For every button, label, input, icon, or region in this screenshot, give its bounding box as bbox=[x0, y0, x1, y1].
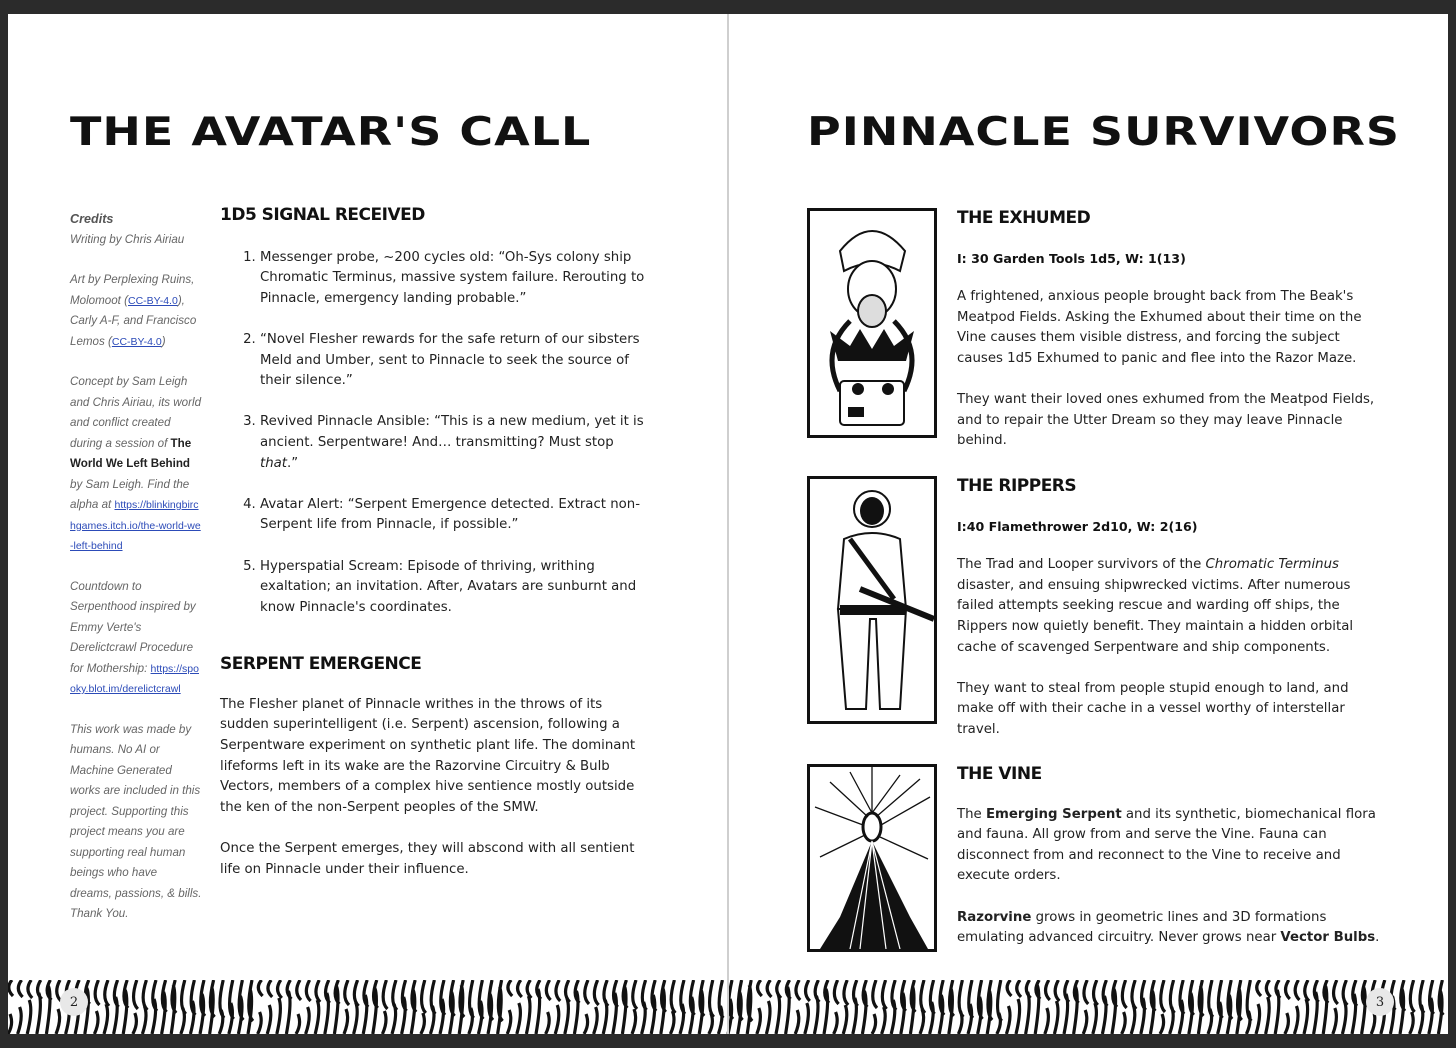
exhumed-text bbox=[957, 208, 1382, 473]
rippers-ship-name: Chromatic Terminus bbox=[1205, 557, 1339, 573]
exhumed-portrait-image bbox=[807, 208, 937, 438]
exhumed-stat-line: I: 30 Garden Tools 1d5, W: 1(13) bbox=[957, 250, 1186, 266]
footer-gutter bbox=[727, 980, 729, 1034]
right-page bbox=[729, 14, 1448, 1034]
credits-sidebar bbox=[70, 209, 202, 945]
signal-item-2: 2. “Novel Flesher rewards for the safe return of our sibsters Meld and Umber, sent to Pinnacle to seek the source of their silence.” bbox=[260, 330, 650, 392]
swirl-pattern-illustration bbox=[8, 980, 1448, 1034]
vine-para-1-text: The bbox=[957, 806, 986, 822]
right-page-title: PINNACLE SURVIVORS bbox=[807, 108, 1400, 155]
signal-item-3-end: .” bbox=[287, 455, 299, 471]
right-page-number: 3 bbox=[1366, 988, 1394, 1016]
signal-item-3 bbox=[260, 412, 650, 474]
emergence-para-2: Once the Serpent emerges, they will abscond with all sentient life on Pinnacle under their influence. bbox=[220, 841, 635, 877]
alpha-link[interactable]: https://blinkingbirchgames.itch.io/the-world-we-left-behind bbox=[70, 499, 201, 552]
emergence-heading: SERPENT EMERGENCE bbox=[220, 654, 422, 675]
vine-para-2-text: grows in geometric lines and 3D formations emulating advanced circuitry. Never grows near bbox=[957, 909, 1327, 946]
vine-heading: THE VINE bbox=[957, 764, 1042, 784]
derelictcrawl-link[interactable]: https://spooky.blot.im/derelictcrawl bbox=[70, 662, 199, 695]
signal-heading: 1D5 SIGNAL RECEIVED bbox=[220, 205, 425, 225]
rippers-para-1-text: The Trad and Looper survivors of the bbox=[957, 557, 1206, 573]
license-link-1[interactable]: CC-BY-4.0 bbox=[128, 294, 178, 307]
exhumed-para-1: A frightened, anxious people brought back from The Beak's Meatpod Fields. Asking the Exhumed about their time on the Vine causes them visible distress, and forcing the subject causes 1d5 Exhumed to panic and flee into the Razor Maze. bbox=[957, 289, 1362, 366]
rippers-para-1-text-2: disaster, and ensuing shipwrecked victims. After numerous failed attempts seeking rescue and warding off ships, the Rippers now quietly benefit. They maintain a hidden orbital cache of scavenged Serpentware and ship components. bbox=[957, 577, 1354, 655]
signal-item-3-text: Revived Pinnacle Ansible: “This is a new medium, yet it is ancient. Serpentware! And… transmitting? Must stop bbox=[260, 414, 644, 450]
left-page bbox=[8, 14, 727, 1034]
signal-item-5: 5. Hyperspatial Scream: Episode of thriving, writhing exaltation; an invitation. After, Avatars are sunburnt and know Pinnacle's coordinates. bbox=[260, 557, 650, 619]
rippers-para-2: They want to steal from people stupid enough to land, and make off with their cache in a vessel worthy of interstellar travel. bbox=[957, 680, 1349, 737]
emergence-para-1: The Flesher planet of Pinnacle writhes in the throws of its sudden superintelligent (i.e. Serpent) ascension, following a Serpentware experiment on synthetic plant life. The dominant lifeforms left in its wake are the Razorvine Circuitry & Bulb Vectors, members of a complex hive sentience mostly outside the ken of the non-Serpent peoples of the SMW. bbox=[220, 696, 636, 815]
credits-countdown-text: Countdown to Serpenthood inspired by Emmy Verte's Derelictcrawl Procedure for Mothership: bbox=[70, 579, 196, 675]
rippers-para-1 bbox=[957, 555, 1382, 658]
gasmask-figure-illustration bbox=[810, 211, 934, 435]
credits-concept bbox=[70, 372, 202, 557]
signal-item-1: 1. Messenger probe, ~200 cycles old: “Oh-Sys colony ship Chromatic Terminus, massive system failure. Rerouting to Pinnacle, emergency landing probable.” bbox=[260, 248, 650, 310]
signal-item-4: 4. Avatar Alert: “Serpent Emergence detected. Extract non-Serpent life from Pinnacle, if possible.” bbox=[260, 495, 650, 536]
signal-list bbox=[220, 248, 650, 619]
rippers-heading: THE RIPPERS bbox=[957, 476, 1077, 496]
vine-portrait-image bbox=[807, 764, 937, 952]
human-made-note: This work was made by humans. No AI or Machine Generated works are included in this project. Supporting this project means you are supporting real human beings who have dreams, passions, & bills. Thank You. bbox=[70, 722, 202, 920]
swirl-strokes bbox=[8, 980, 1443, 1034]
vine-para-2-text-2: . bbox=[1375, 930, 1380, 946]
spacesuit-soldier-illustration bbox=[810, 479, 934, 721]
vine-text bbox=[957, 764, 1382, 969]
book-spread bbox=[8, 14, 1448, 1034]
credits-heading: Credits bbox=[70, 212, 114, 226]
vine-emerging-serpent: Emerging Serpent bbox=[985, 806, 1122, 822]
credits-art-text-2: ), Carly A-F, and Francisco Lemos ( bbox=[70, 293, 197, 348]
credits-art-text: Art by Perplexing Ruins, Molomoot ( bbox=[70, 273, 195, 307]
license-link-2[interactable]: CC-BY-4.0 bbox=[111, 335, 162, 348]
decorative-footer-band bbox=[8, 980, 1448, 1034]
exhumed-heading: THE EXHUMED bbox=[957, 208, 1091, 228]
left-page-title: THE AVATAR'S CALL bbox=[70, 108, 592, 155]
left-page-number: 2 bbox=[60, 988, 88, 1016]
signal-item-3-italic: that bbox=[260, 455, 288, 471]
exhumed-para-2: They want their loved ones exhumed from the Meatpod Fields, and to repair the Utter Dream so they may leave Pinnacle behind. bbox=[957, 392, 1375, 449]
vine-vector-bulbs: Vector Bulbs bbox=[1280, 930, 1376, 946]
credits-art-text-3: ) bbox=[161, 334, 166, 348]
vine-para-1-text-2: and its synthetic, biomechanical flora and fauna. All grow from and serve the Vine. Fauna can disconnect from and reconnect to the Vine to receive and execute orders. bbox=[957, 806, 1376, 884]
credits-concept-text-2: by Sam Leigh. Find the alpha at bbox=[70, 477, 190, 511]
vine-razorvine: Razorvine bbox=[957, 909, 1032, 925]
credits-concept-text: Concept by Sam Leigh and Chris Airiau, its world and conflict created during a session of bbox=[70, 375, 202, 450]
credits-art bbox=[70, 270, 202, 352]
vine-para-1 bbox=[957, 805, 1382, 887]
credits-writing: Writing by Chris Airiau bbox=[70, 232, 185, 246]
rippers-portrait-image bbox=[807, 476, 937, 724]
credits-countdown bbox=[70, 577, 202, 700]
rippers-text bbox=[957, 476, 1382, 761]
cracked-glass-vine-illustration bbox=[810, 767, 934, 949]
credits-concept-game-title: The World We Left Behind bbox=[70, 436, 192, 470]
left-main-column bbox=[220, 205, 650, 901]
vine-para-2 bbox=[957, 908, 1382, 949]
rippers-stat-line: I:40 Flamethrower 2d10, W: 2(16) bbox=[957, 518, 1198, 534]
